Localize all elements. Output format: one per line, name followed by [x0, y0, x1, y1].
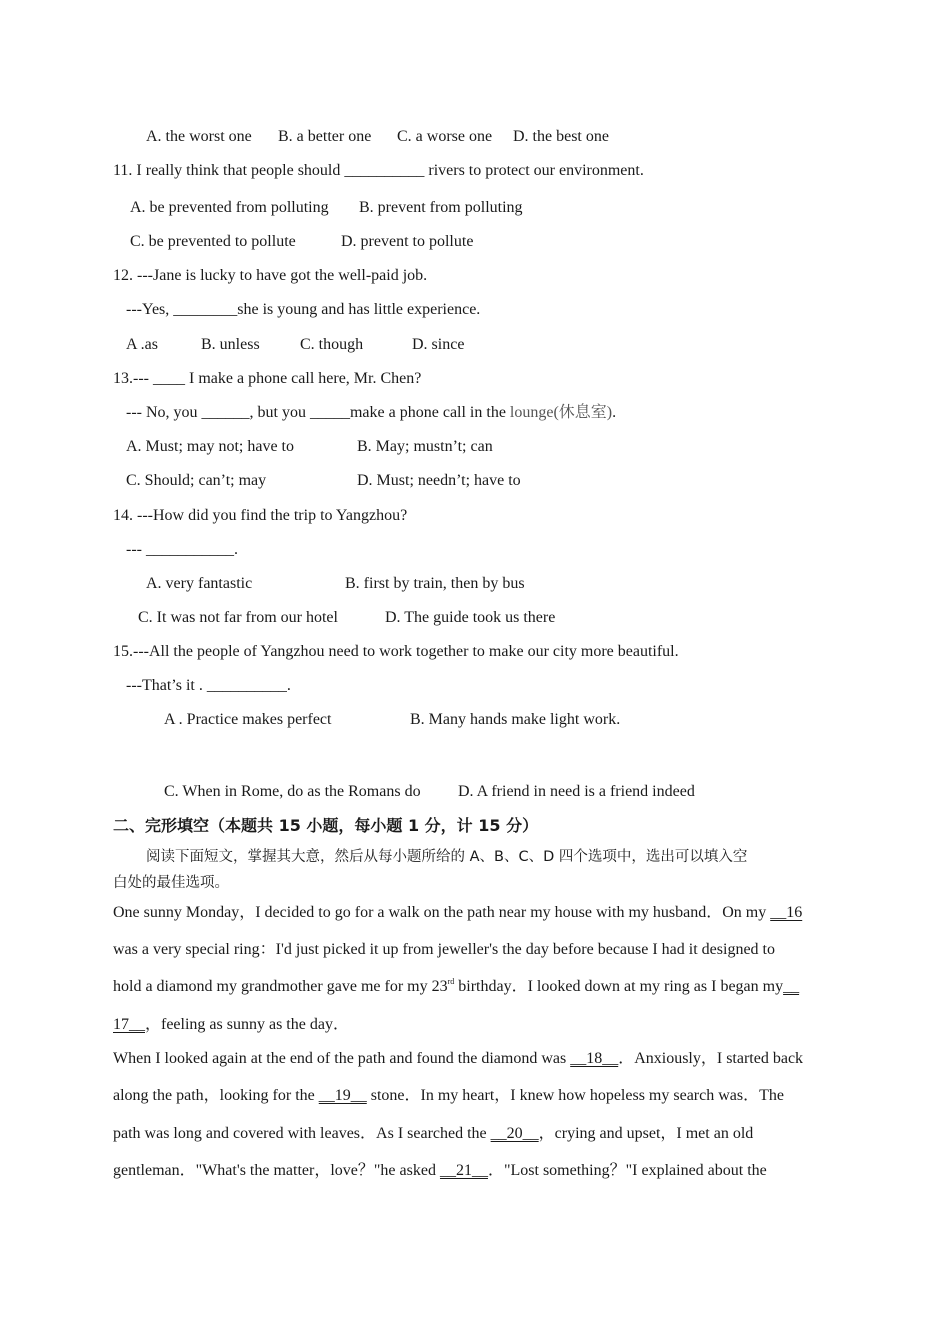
passage-text: along the path，looking for the	[113, 1087, 319, 1104]
q12-stem-line1: 12. ---Jane is lucky to have got the well-paid job.	[113, 267, 428, 284]
q13-stem-line2-text: --- No, you ______, but you _____make a phone call in the	[126, 404, 510, 421]
q15-option-d: D. A friend in need is a friend indeed	[458, 783, 695, 800]
q13-option-a: A. Must; may not; have to	[126, 438, 294, 455]
passage-line-3	[113, 977, 799, 997]
blank-21: __21__	[439, 1162, 488, 1179]
q14-stem-line2: --- ___________.	[126, 541, 238, 558]
passage-line-8	[113, 1161, 767, 1181]
passage-line-1	[113, 903, 802, 923]
q11-option-c: C. be prevented to pollute	[130, 233, 296, 250]
blank-17: 17__	[113, 1016, 145, 1033]
q14-option-a: A. very fantastic	[146, 575, 253, 592]
q13-lounge-word: lounge(休息室)	[509, 404, 613, 421]
passage-text: ．Anxiously，I started back	[618, 1050, 804, 1067]
blank-20: __20__	[490, 1125, 539, 1142]
passage-text: ．"Lost something？"I explained about the	[487, 1162, 767, 1179]
q10-option-d: D. the best one	[513, 128, 609, 145]
passage-line-7	[113, 1124, 753, 1144]
passage-text: gentleman．"What's the matter，love？"he asked	[113, 1162, 440, 1179]
q13-option-c: C. Should; can’t; may	[126, 472, 267, 489]
passage-text: stone．In my heart，I knew how hopeless my search was．The	[366, 1087, 784, 1104]
blank-16: __16	[770, 904, 803, 921]
q12-stem-line2: ---Yes, ________she is young and has little experience.	[126, 301, 481, 318]
passage-text: When I looked again at the end of the path and found the diamond was	[113, 1050, 571, 1067]
passage-text: One sunny Monday，I decided to go for a walk on the path near my house with my husband．On my	[113, 904, 771, 921]
q14-stem-line1: 14. ---How did you find the trip to Yangzhou?	[113, 507, 408, 524]
q10-option-b: B. a better one	[278, 128, 372, 145]
q15-option-a: A . Practice makes perfect	[164, 711, 332, 728]
passage-text: ，feeling as sunny as the day．	[145, 1016, 349, 1033]
passage-text: ，crying and upset，I met an old	[538, 1125, 754, 1142]
section2-instruction-line1: 阅读下面短文，掌握其大意，然后从每小题所给的 A、B、C、D 四个选项中，选出可以填入空	[146, 849, 748, 865]
q13-stem-line2-end: .	[612, 404, 617, 421]
passage-text: hold a diamond my grandmother gave me for my 23	[113, 978, 448, 995]
passage-line-6	[113, 1086, 784, 1106]
q12-option-a: A .as	[126, 336, 158, 353]
passage-line-4	[113, 1015, 349, 1035]
blank-18: __18__	[570, 1050, 619, 1067]
q11-stem: 11. I really think that people should __________ rivers to protect our environment.	[113, 162, 644, 179]
q15-option-c: C. When in Rome, do as the Romans do	[164, 783, 421, 800]
q10-option-c: C. a worse one	[397, 128, 493, 145]
q13-stem-line1: 13.--- ____ I make a phone call here, Mr. Chen?	[113, 370, 422, 387]
q14-option-b: B. first by train, then by bus	[345, 575, 525, 592]
q14-option-d: D. The guide took us there	[385, 609, 556, 626]
ordinal-suffix: rd	[447, 977, 455, 986]
q13-stem-line2	[126, 403, 616, 423]
passage-text: path was long and covered with leaves．As I searched the	[113, 1125, 491, 1142]
section2-heading: 二、完形填空（本题共 15 小题，每小题 1 分，计 15 分）	[113, 816, 539, 835]
q11-option-a: A. be prevented from polluting	[130, 199, 329, 216]
q11-option-d: D. prevent to pollute	[341, 233, 474, 250]
q12-option-c: C. though	[300, 336, 364, 353]
blank-19: __19__	[318, 1087, 367, 1104]
q15-stem-line2: ---That’s it . __________.	[126, 677, 291, 694]
passage-text: birthday．I looked down at my ring as I began my	[454, 978, 784, 995]
q12-option-d: D. since	[412, 336, 465, 353]
q14-option-c: C. It was not far from our hotel	[138, 609, 338, 626]
passage-line-2: was a very special ring：I'd just picked it up from jeweller's the day before because I had it designed to	[113, 941, 775, 958]
q11-option-b: B. prevent from polluting	[359, 199, 523, 216]
q10-option-a: A. the worst one	[146, 128, 252, 145]
passage-line-5	[113, 1049, 803, 1069]
q13-option-d: D. Must; needn’t; have to	[357, 472, 521, 489]
blank-17-start: __	[783, 978, 800, 995]
q15-stem-line1: 15.---All the people of Yangzhou need to work together to make our city more beautiful.	[113, 643, 679, 660]
q13-option-b: B. May; mustn’t; can	[357, 438, 493, 455]
q15-option-b: B. Many hands make light work.	[410, 711, 621, 728]
q12-option-b: B. unless	[201, 336, 260, 353]
section2-instruction-line2: 白处的最佳选项。	[113, 875, 229, 891]
